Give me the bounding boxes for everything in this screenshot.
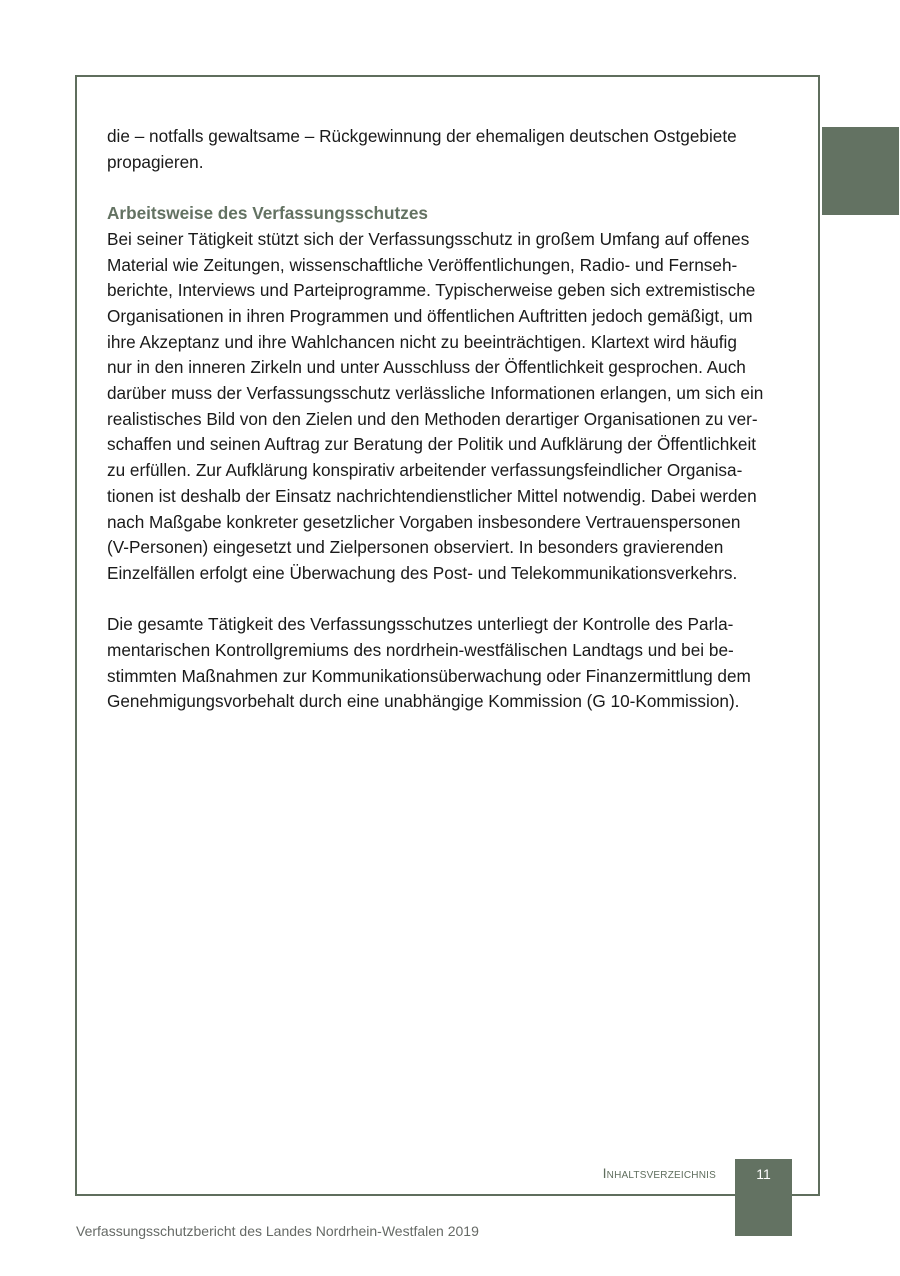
page-number: 11 — [735, 1159, 792, 1236]
text-line: zu erfüllen. Zur Aufklärung konspirativ arbeitender verfassungsfeindlicher Organisa- — [107, 460, 743, 481]
table-of-contents-link[interactable]: Inhaltsverzeichnis — [602, 1165, 716, 1181]
text-line: Die gesamte Tätigkeit des Verfassungsschutzes unterliegt der Kontrolle des Parla- — [107, 614, 734, 635]
text-line: tionen ist deshalb der Einsatz nachrichtendienstlicher Mittel notwendig. Dabei werden — [107, 485, 757, 506]
text-line: (V-Personen) eingesetzt und Zielpersonen observiert. In besonders gravierenden — [107, 537, 724, 558]
text-line: darüber muss der Verfassungsschutz verlässliche Informationen erlangen, um sich ein — [107, 383, 764, 404]
text-line: berichte, Interviews und Parteiprogramme. Typischerweise geben sich extremistische — [107, 280, 756, 301]
intro-paragraph — [107, 124, 797, 175]
text-line: Einzelfällen erfolgt eine Überwachung des Post- und Telekommunikationsverkehrs. — [107, 562, 738, 583]
paragraph-oversight — [107, 612, 797, 715]
section-heading: Arbeitsweise des Verfassungsschutzes — [107, 203, 428, 224]
text-line: realistisches Bild von den Zielen und den Methoden derartiger Organisationen zu ver- — [107, 408, 758, 429]
text-line: die – notfalls gewaltsame – Rückgewinnung der ehemaligen deutschen Ostgebiete — [107, 126, 737, 146]
paragraph-methods — [107, 227, 797, 587]
text-line: Genehmigungsvorbehalt durch eine unabhängige Kommission (G 10-Kommission). — [107, 691, 740, 712]
text-line: Bei seiner Tätigkeit stützt sich der Verfassungsschutz in großem Umfang auf offenes — [107, 228, 750, 249]
text-line: stimmten Maßnahmen zur Kommunikationsüberwachung oder Finanzermittlung dem — [107, 665, 751, 686]
text-line: nach Maßgabe konkreter gesetzlicher Vorgaben insbesondere Vertrauenspersonen — [107, 511, 741, 532]
text-line: nur in den inneren Zirkeln und unter Ausschluss der Öffentlichkeit gesprochen. Auch — [107, 357, 746, 378]
text-line: Organisationen in ihren Programmen und öffentlichen Auftritten jedoch gemäßigt, um — [107, 305, 753, 326]
text-line: ihre Akzeptanz und ihre Wahlchancen nicht zu beeinträchtigen. Klartext wird häufig — [107, 331, 737, 352]
page-content — [107, 124, 797, 715]
text-line: mentarischen Kontrollgremiums des nordrhein-westfälischen Landtags und bei be- — [107, 640, 734, 661]
chapter-tab-marker — [822, 127, 899, 215]
report-title-footer: Verfassungsschutzbericht des Landes Nordrhein-Westfalen 2019 — [76, 1223, 479, 1239]
text-line: schaffen und seinen Auftrag zur Beratung der Politik und Aufklärung der Öffentlichkeit — [107, 434, 757, 455]
text-line: Material wie Zeitungen, wissenschaftliche Veröffentlichungen, Radio- und Fernseh- — [107, 254, 738, 275]
text-line: propagieren. — [107, 151, 204, 172]
